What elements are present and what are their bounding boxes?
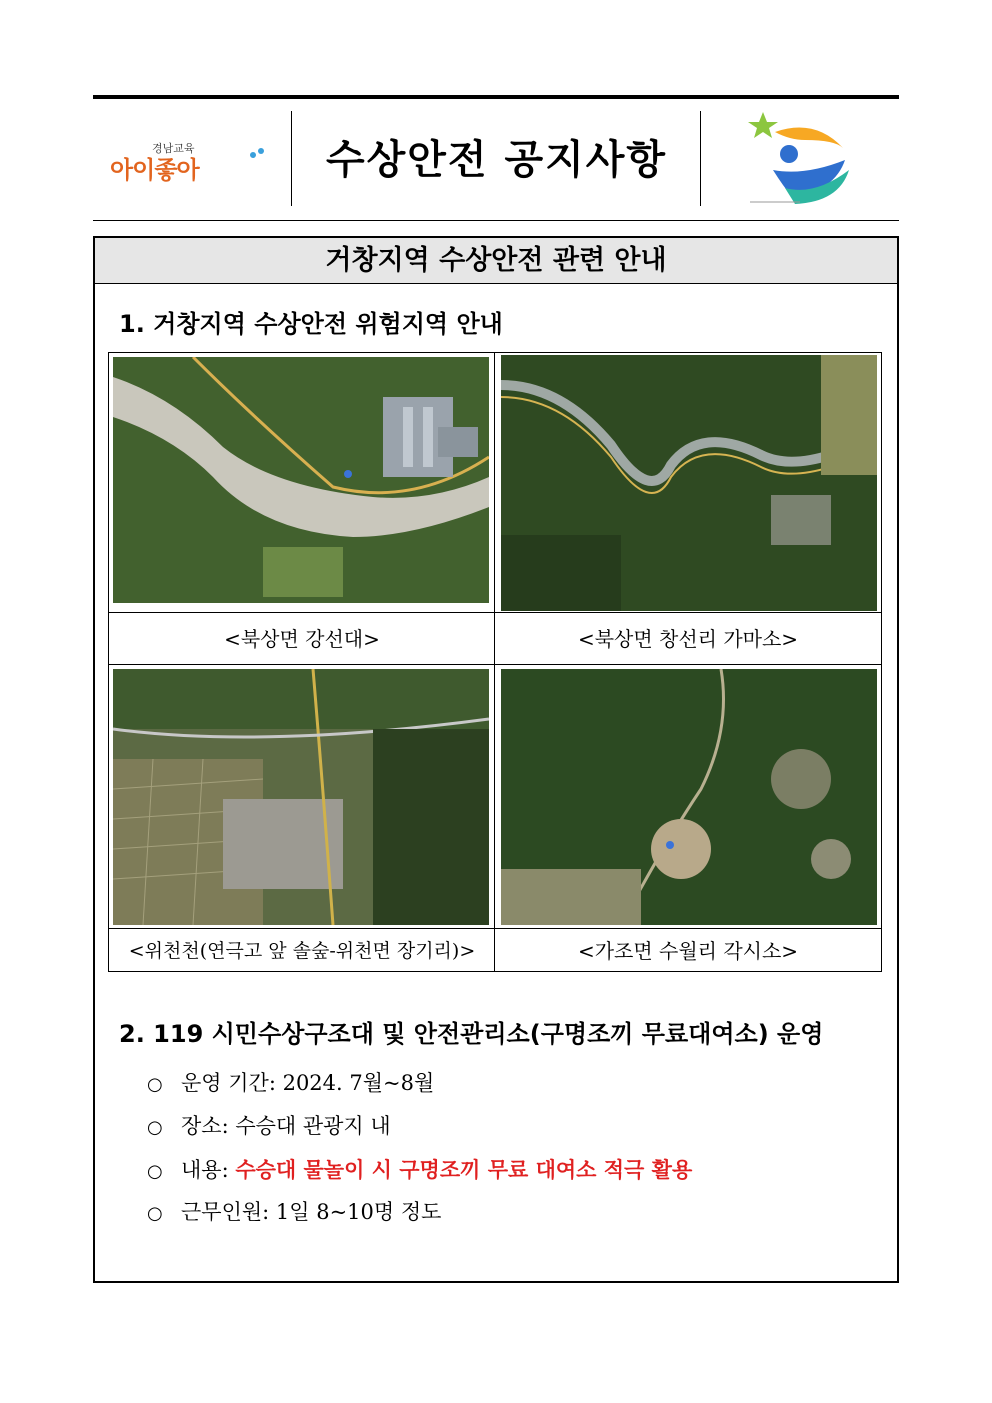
bullet-circle-icon: ○ bbox=[147, 1161, 163, 1182]
logo-small-text: 경남교육 bbox=[152, 142, 195, 155]
item-label: 운영 기간: bbox=[181, 1071, 283, 1095]
header-bottom-rule bbox=[93, 220, 899, 221]
operation-details-list bbox=[147, 1062, 692, 1234]
aerial-photo-river-valley bbox=[113, 357, 489, 603]
logo-dots-icon bbox=[248, 146, 268, 160]
section2-title: 2. 119 시민수상구조대 및 안전관리소(구명조끼 무료대여소) 운영 bbox=[119, 1020, 824, 1048]
aerial-photo-river-bend bbox=[501, 355, 877, 611]
item-value: 2024. 7월~8월 bbox=[282, 1071, 435, 1095]
header-divider bbox=[700, 111, 701, 206]
item-label: 근무인원: bbox=[181, 1200, 276, 1224]
bullet-circle-icon: ○ bbox=[147, 1203, 163, 1224]
list-item bbox=[147, 1191, 692, 1234]
photo-cell bbox=[494, 664, 882, 930]
top-rule bbox=[93, 95, 899, 99]
notice-heading: 거창지역 수상안전 관련 안내 bbox=[95, 238, 897, 284]
photo-cell bbox=[108, 664, 496, 930]
photo-cell bbox=[494, 352, 882, 614]
page-title: 수상안전 공지사항 bbox=[325, 137, 668, 183]
item-value-highlight: 수승대 물놀이 시 구명조끼 무료 대여소 적극 활용 bbox=[235, 1157, 693, 1182]
photo-caption: <북상면 강선대> bbox=[108, 612, 496, 666]
item-value: 수승대 관광지 내 bbox=[235, 1114, 391, 1138]
list-item bbox=[147, 1062, 692, 1105]
notice-box bbox=[93, 236, 899, 1283]
education-mascot-logo-icon bbox=[745, 110, 855, 210]
list-item bbox=[147, 1148, 692, 1191]
photo-table bbox=[108, 352, 882, 972]
item-label: 내용: bbox=[181, 1158, 236, 1182]
header-divider bbox=[291, 111, 292, 206]
list-item bbox=[147, 1105, 692, 1148]
item-value: 1일 8~10명 정도 bbox=[275, 1200, 442, 1224]
aerial-photo-village-fields bbox=[113, 669, 489, 925]
photo-caption: <위천천(연극고 앞 솔숲-위천면 장기리)> bbox=[108, 928, 496, 972]
photo-caption: <가조면 수월리 각시소> bbox=[494, 928, 882, 972]
aerial-photo-forest bbox=[501, 669, 877, 925]
logo-main-text: 아이좋아 bbox=[110, 156, 199, 184]
item-label: 장소: bbox=[181, 1114, 236, 1138]
bullet-circle-icon: ○ bbox=[147, 1074, 163, 1095]
gyeongnam-education-logo bbox=[108, 128, 268, 188]
photo-caption: <북상면 창선리 가마소> bbox=[494, 612, 882, 666]
section1-title: 1. 거창지역 수상안전 위험지역 안내 bbox=[119, 310, 503, 338]
bullet-circle-icon: ○ bbox=[147, 1117, 163, 1138]
photo-cell bbox=[108, 352, 496, 614]
